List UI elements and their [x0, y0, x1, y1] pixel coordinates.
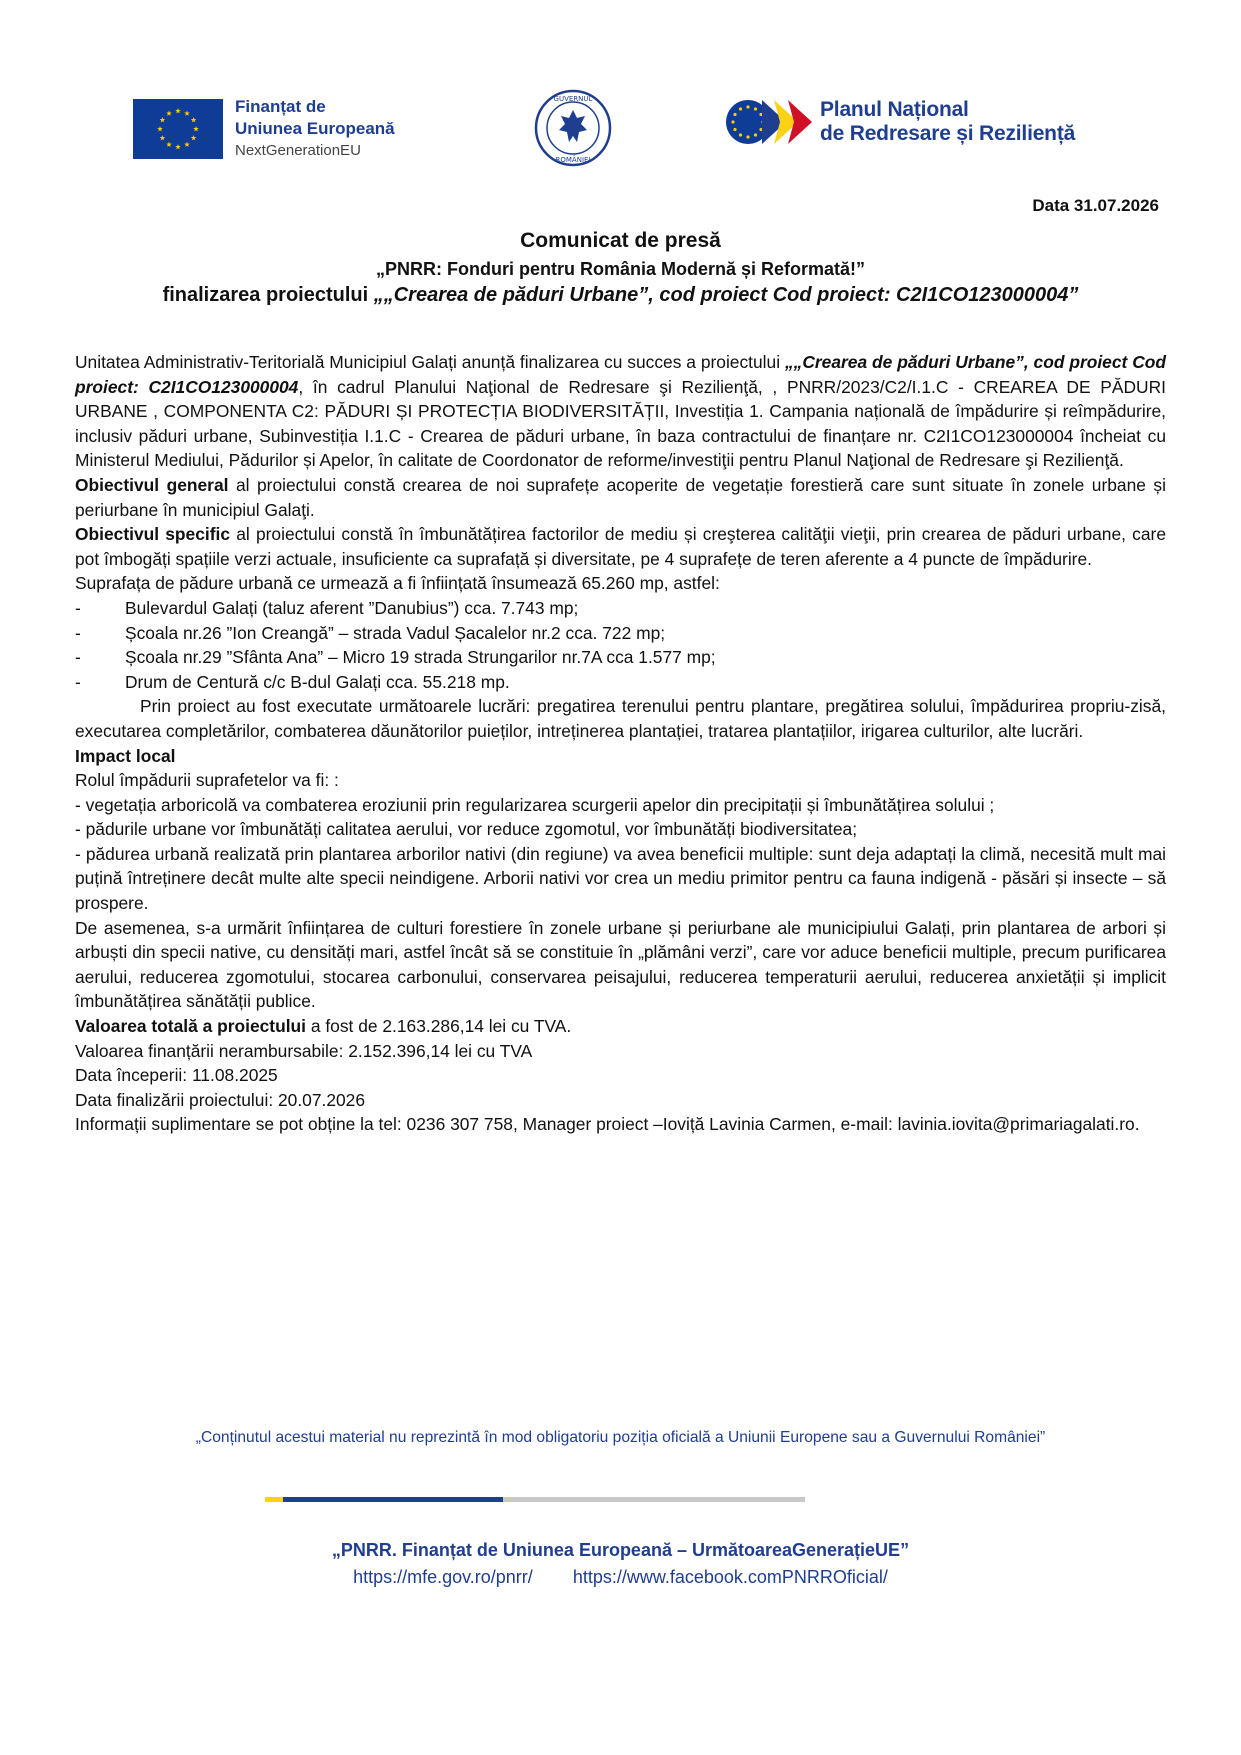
paragraph-specific-objective — [75, 522, 1166, 571]
paragraph-impact-1: - vegetația arboricolă va combaterea eroziunii prin regularizarea scurgerii apelor din precipitații și îmbunătățirea solului ; — [75, 794, 995, 815]
eu-star-icon — [175, 108, 181, 113]
specific-objective-label: Obiectivul specific — [75, 524, 231, 545]
footer — [75, 1536, 1166, 1590]
eu-star-icon — [160, 117, 166, 122]
paragraph-total-value — [75, 1014, 1166, 1039]
eu-star-icon — [193, 126, 199, 131]
svg-text:GUVERNUL: GUVERNUL — [553, 95, 593, 103]
list-item: - Bulevardul Galați (taluz aferent ”Danubius”) cca. 7.743 mp; — [75, 596, 1166, 621]
pnrr-logo — [722, 94, 1075, 150]
footer-link-facebook[interactable]: https://www.facebook.comPNRROficial/ — [572, 1567, 888, 1587]
title-block — [75, 226, 1166, 309]
eu-star-icon — [166, 110, 172, 115]
footer-link-mfe[interactable]: https://mfe.gov.ro/pnrr/ — [353, 1567, 533, 1587]
eu-star-icon — [157, 126, 163, 131]
paragraph-contact: Informații suplimentare se pot obține la tel: 0236 307 758, Manager proiect –Ioviță Lavinia Carmen, e-mail: lavinia.iovita@primariagalati.ro. — [75, 1114, 1140, 1135]
paragraph-surface: Suprafața de pădure urbană ce urmează a fi înființată însumează 65.260 mp, astfel: — [75, 573, 720, 594]
document-title: Comunicat de presă — [520, 229, 721, 252]
paragraph-impact-3: - pădurea urbană realizată prin plantarea arborilor nativi (din regiune) va avea beneficii multiple: sunt deja adaptați la climă, necesită mult mai puțină întreținere decât multe alte specii neindigene. Arborii nativi vor crea un mediu primitor pentru ca fauna indigenă - păsări și insecte – să prospere. — [75, 843, 1166, 914]
paragraph-also: De asemenea, s-a urmărit înființarea de culturi forestiere în zonele urbane și periurbane ale municipiului Galați, prin plantarea de arbori și arbuști din specii native, cu densități mari, astfel încât să se constituie în „plămâni verzi”, care vor aduce beneficii multiple, precum purificarea aerului, reducerea zgomotului, stocarea carbonului, conservarea peisajului, reducerea temperaturii aerului, reducerea anxietății și implicit îmbunătățirea sănătății publice. — [75, 917, 1166, 1012]
project-title-name: „„Crearea de păduri Urbane”, cod proiect Cod proiect: C2I1CO123000004” — [373, 284, 1079, 306]
paragraph-role: Rolul împădurii suprafetelor va fi: : — [75, 770, 339, 791]
paragraph-impact-2: - pădurile urbane vor îmbunătăți calitatea aerului, vor reduce zgomotul, vor îmbunătăți biodiversitatea; — [75, 819, 858, 840]
general-objective-text: al proiectului constă crearea de noi suprafețe acoperite de vegetație forestieră care sunt situate în zonele urbane și periurbane în municipiul Galaţi. — [75, 474, 1166, 520]
intro-text-rest: , în cadrul Planului Naţional de Redresare şi Rezilienţă, , PNRR/2023/C2/I.1.C - CREAREA DE PĂDURI URBANE , COMPONENTA C2: PĂDURI ȘI PROTECȚIA BIODIVERSITĂȚII, Investiția 1. Campania națională de împădurire și reîmpădurire, inclusiv păduri urbane, Subinvestiția I.1.C - Crearea de păduri urbane, în baza contractului de finanțare nr. C2I1CO123000004 încheiat cu Ministerul Mediului, Pădurilor și Apelor, în calitate de Coordonator de reforme/investiţii pentru Planul Naţional de Redresare şi Rezilienţă. — [75, 376, 1166, 471]
specific-objective-text: al proiectului constă în îmbunătățirea factorilor de mediu și creşterea calităţii vieţii, prin crearea de păduri urbane, care pot îmbogăți spațiile verzi actuale, insuficiente ca suprafață și diversitate, pe 4 suprafețe de teren aferente a 4 puncte de împădurire. — [75, 524, 1166, 569]
list-item: - Școala nr.29 ”Sfânta Ana” – Micro 19 strada Strungarilor nr.7A cca 1.577 mp; — [75, 645, 1166, 670]
eu-star-icon — [166, 142, 172, 147]
eu-star-icon — [184, 110, 190, 115]
surface-list — [75, 596, 1166, 694]
eu-text-line1: Finanțat de — [235, 97, 326, 116]
list-item: - Școala nr.26 ”Ion Creangă” – strada Vadul Șacalelor nr.2 cca. 722 mp; — [75, 621, 1166, 646]
pnrr-text-line1: Planul Național — [820, 98, 969, 121]
pnrr-flag-icon — [722, 94, 814, 150]
project-title — [75, 282, 1166, 309]
pnrr-text-line2: de Redresare și Reziliență — [820, 122, 1076, 145]
paragraph-end-date: Data finalizării proiectului: 20.07.2026 — [75, 1089, 366, 1110]
eu-text-line3: NextGenerationEU — [235, 142, 361, 159]
impact-title: Impact local — [75, 745, 176, 766]
paragraph-intro — [75, 350, 1166, 473]
paragraph-general-objective — [75, 473, 1166, 522]
eu-star-icon — [160, 135, 166, 140]
paragraph-financing: Valoarea finanțării nerambursabile: 2.152.396,14 lei cu TVA — [75, 1040, 533, 1061]
paragraph-start-date: Data începerii: 11.08.2025 — [75, 1065, 278, 1086]
eu-star-icon — [191, 117, 197, 122]
footer-slogan: „PNRR. Finanțat de Uniunea Europeană – UrmătoareaGenerațieUE” — [331, 1540, 910, 1560]
document-subtitle: „PNRR: Fonduri pentru România Modernă și Reformată!” — [375, 259, 866, 279]
eu-logo — [133, 96, 395, 162]
general-objective-label: Obiectivul general — [75, 474, 229, 495]
gov-seal-icon — [533, 88, 613, 168]
eu-star-icon — [175, 144, 181, 149]
paragraph-works: Prin proiect au fost executate următoarele lucrări: pregatirea terenului pentru plantare, pregătirea solului, împădurirea propriu-zisă, executarea completărilor, combaterea dăunătorilor puieților, intreținerea plantației, tratarea plantațiilor, irigarea culturilor, alte lucrări. — [75, 696, 1166, 741]
intro-text: Unitatea Administrativ-Teritorială Municipiul Galați anunță finalizarea cu succes a proiectului — [75, 352, 785, 372]
total-value-label: Valoarea totală a proiectului — [75, 1016, 306, 1037]
document-body — [75, 350, 1166, 1137]
eu-text-line2: Uniunea Europeană — [235, 119, 395, 138]
project-title-prefix: finalizarea proiectului — [162, 284, 374, 306]
eu-star-icon — [184, 142, 190, 147]
footer-divider — [265, 1496, 805, 1503]
document-date: Data 31.07.2026 — [1032, 196, 1159, 215]
svg-text:ROMÂNIEI: ROMÂNIEI — [555, 156, 591, 164]
total-value-text: a fost de 2.163.286,14 lei cu TVA. — [306, 1016, 572, 1037]
list-item: - Drum de Centură c/c B-dul Galați cca. 55.218 mp. — [75, 670, 1166, 695]
impact-heading — [75, 744, 1166, 769]
eu-flag-icon — [133, 99, 223, 159]
disclaimer: „Conținutul acestui material nu reprezintă în mod obligatoriu poziția oficială a Uniunii Europene sau a Guvernului României” — [195, 1429, 1046, 1446]
header-logos — [0, 88, 1241, 168]
intro-project-name: „„Crearea de păduri Urbane”, cod proiect Cod proiect: C2I1CO123000004 — [75, 352, 1166, 397]
eu-star-icon — [191, 135, 197, 140]
